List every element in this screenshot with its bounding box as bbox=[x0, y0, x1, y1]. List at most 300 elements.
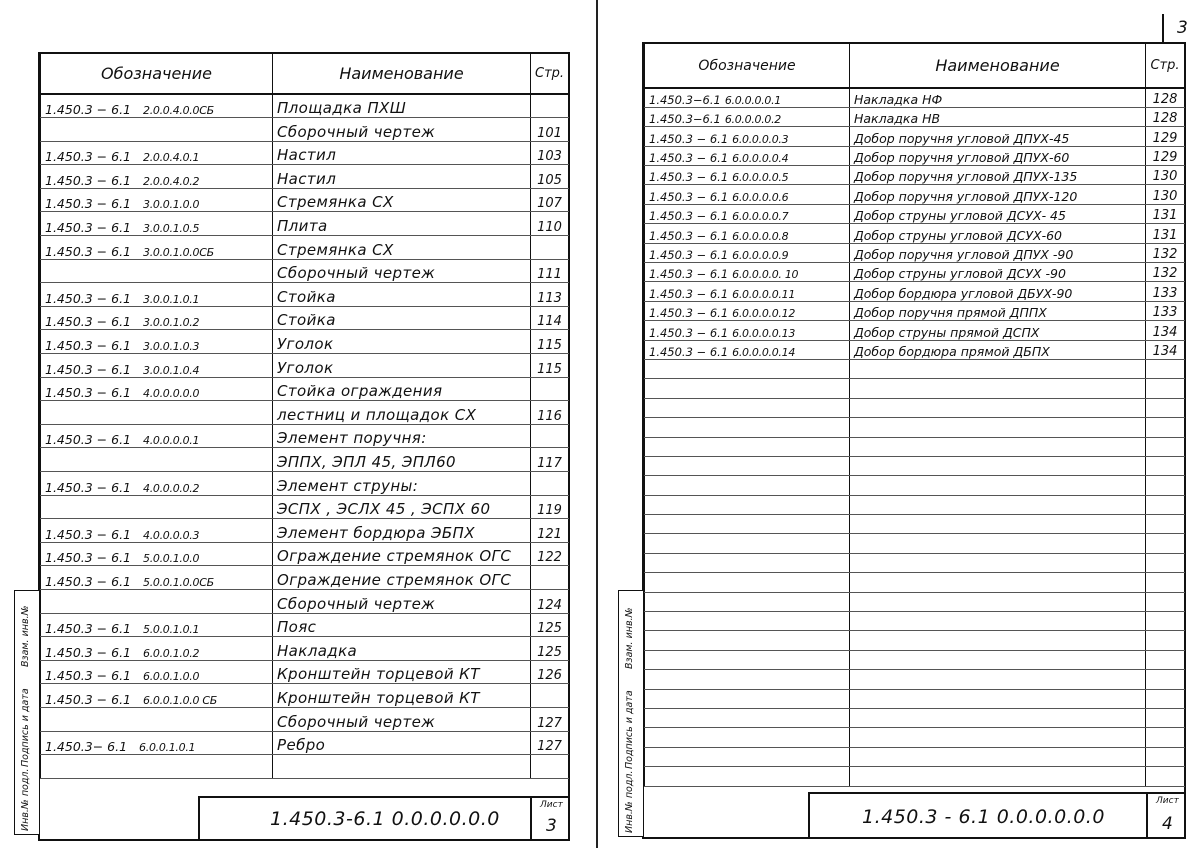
page-cell: 132 bbox=[1146, 263, 1185, 282]
empty-cell bbox=[645, 573, 850, 592]
page-cell: 103 bbox=[531, 141, 569, 165]
left-strip-sign: Подпись и дата bbox=[20, 688, 31, 767]
name-cell: Плита bbox=[273, 212, 531, 236]
right-strip-sign: Подпись и дата bbox=[624, 690, 635, 769]
table-row bbox=[41, 377, 569, 401]
designation-code: 6.0.0.0.0.12 bbox=[732, 307, 796, 321]
name-cell: Ограждение стремянок ОГС bbox=[273, 542, 531, 566]
designation-code: 6.0.0.0.0.2 bbox=[724, 113, 782, 127]
page-cell: 111 bbox=[531, 259, 569, 283]
page-cell: 133 bbox=[1146, 282, 1185, 301]
table-row bbox=[645, 146, 1185, 165]
table-row bbox=[41, 424, 569, 448]
right-corner-number: 3 bbox=[1177, 18, 1188, 38]
name-cell: Накладка НФ bbox=[850, 88, 1146, 107]
designation-cell bbox=[41, 637, 273, 661]
empty-row bbox=[645, 515, 1185, 534]
designation-cell bbox=[41, 684, 273, 708]
designation-prefix: 1.450.3 − 6.1 bbox=[45, 691, 132, 707]
page-cell: 130 bbox=[1146, 166, 1185, 185]
designation-cell bbox=[645, 166, 850, 185]
designation-code: 3.0.0.1.0.1 bbox=[143, 292, 200, 306]
designation-prefix: 1.450.3 − 6.1 bbox=[45, 385, 132, 401]
empty-cell bbox=[1146, 631, 1185, 650]
designation-prefix: 1.450.3 − 6.1 bbox=[45, 243, 132, 259]
table-row bbox=[645, 263, 1185, 282]
empty-row bbox=[645, 476, 1185, 495]
empty-cell bbox=[850, 398, 1146, 417]
designation-cell bbox=[41, 118, 273, 142]
name-cell: Добор поручня угловой ДПУХ-45 bbox=[850, 127, 1146, 146]
designation-code: 5.0.0.1.0.0 bbox=[143, 552, 200, 566]
name-cell: Элемент струны: bbox=[273, 472, 531, 496]
name-cell: Добор поручня угловой ДПУХ-60 bbox=[850, 146, 1146, 165]
page-cell: 114 bbox=[531, 306, 569, 330]
designation-code: 5.0.0.1.0.1 bbox=[143, 623, 200, 637]
table-row bbox=[41, 660, 569, 684]
empty-row bbox=[645, 418, 1185, 437]
name-cell: Накладка bbox=[273, 637, 531, 661]
empty-row bbox=[645, 398, 1185, 417]
designation-prefix: 1.450.3 − 6.1 bbox=[45, 621, 132, 637]
empty-row bbox=[645, 359, 1185, 378]
designation-prefix: 1.450.3 − 6.1 bbox=[649, 306, 729, 321]
designation-cell bbox=[41, 542, 273, 566]
designation-cell bbox=[41, 613, 273, 637]
designation-cell bbox=[41, 731, 273, 755]
page-cell: 116 bbox=[531, 401, 569, 425]
corner-mark bbox=[1162, 14, 1164, 44]
table-row bbox=[41, 118, 569, 142]
empty-row bbox=[645, 534, 1185, 553]
page-cell: 115 bbox=[531, 330, 569, 354]
name-cell: Сборочный чертеж bbox=[273, 118, 531, 142]
col-designation: Обозначение bbox=[41, 54, 273, 94]
page-cell bbox=[531, 94, 569, 118]
name-cell: Добор струны угловой ДСУХ-60 bbox=[850, 224, 1146, 243]
designation-prefix: 1.450.3 − 6.1 bbox=[649, 344, 729, 359]
page-cell: 110 bbox=[531, 212, 569, 236]
right-sheet bbox=[642, 42, 1186, 839]
page-cell: 101 bbox=[531, 118, 569, 142]
empty-cell bbox=[1146, 592, 1185, 611]
table-row bbox=[41, 188, 569, 212]
name-cell: Добор поручня прямой ДППХ bbox=[850, 301, 1146, 320]
name-cell: Стойка bbox=[273, 283, 531, 307]
table-row bbox=[41, 542, 569, 566]
designation-cell bbox=[41, 212, 273, 236]
empty-row bbox=[645, 437, 1185, 456]
empty-cell bbox=[850, 592, 1146, 611]
designation-prefix: 1.450.3−6.1 bbox=[649, 92, 721, 107]
designation-cell bbox=[41, 141, 273, 165]
empty-row bbox=[645, 612, 1185, 631]
empty-cell bbox=[645, 631, 850, 650]
table-row bbox=[41, 330, 569, 354]
name-cell: Стойка bbox=[273, 306, 531, 330]
empty-cell bbox=[850, 573, 1146, 592]
designation-cell bbox=[645, 243, 850, 262]
empty-cell bbox=[850, 456, 1146, 475]
empty-row bbox=[645, 689, 1185, 708]
designation-code: 4.0.0.0.0.3 bbox=[143, 528, 200, 542]
empty-row bbox=[645, 379, 1185, 398]
table-row bbox=[41, 589, 569, 613]
designation-code: 6.0.0.0.0.13 bbox=[732, 326, 796, 340]
empty-cell bbox=[1146, 612, 1185, 631]
designation-prefix: 1.450.3 − 6.1 bbox=[649, 267, 729, 282]
table-row bbox=[645, 321, 1185, 340]
empty-cell bbox=[645, 515, 850, 534]
name-cell: Добор поручня угловой ДПУХ -90 bbox=[850, 243, 1146, 262]
empty-cell bbox=[1146, 573, 1185, 592]
designation-cell bbox=[645, 224, 850, 243]
page-cell: 129 bbox=[1146, 146, 1185, 165]
page-cell: 105 bbox=[531, 165, 569, 189]
name-cell: Пояс bbox=[273, 613, 531, 637]
table-row bbox=[41, 94, 569, 118]
name-cell bbox=[273, 755, 531, 779]
right-side-strip bbox=[618, 590, 644, 837]
empty-cell bbox=[1146, 515, 1185, 534]
empty-cell bbox=[1146, 495, 1185, 514]
name-cell: Элемент поручня: bbox=[273, 424, 531, 448]
table-row bbox=[645, 340, 1185, 359]
empty-row bbox=[645, 650, 1185, 669]
table-row bbox=[41, 731, 569, 755]
page-cell: 134 bbox=[1146, 340, 1185, 359]
designation-cell bbox=[41, 755, 273, 779]
empty-cell bbox=[645, 534, 850, 553]
empty-cell bbox=[645, 437, 850, 456]
designation-cell bbox=[41, 566, 273, 590]
empty-cell bbox=[850, 359, 1146, 378]
empty-cell bbox=[645, 650, 850, 669]
name-cell: Стойка ограждения bbox=[273, 377, 531, 401]
name-cell: Накладка НВ bbox=[850, 107, 1146, 126]
table-row bbox=[41, 448, 569, 472]
table-row bbox=[41, 684, 569, 708]
left-sheet bbox=[38, 52, 570, 841]
empty-cell bbox=[645, 670, 850, 689]
empty-cell bbox=[850, 379, 1146, 398]
empty-cell bbox=[1146, 418, 1185, 437]
left-stamp-code: 1.450.3-6.1 0.0.0.0.0.0 bbox=[270, 808, 500, 830]
empty-row bbox=[645, 456, 1185, 475]
designation-prefix: 1.450.3 − 6.1 bbox=[45, 172, 132, 188]
left-sheet-number: 3 bbox=[546, 816, 557, 836]
empty-cell bbox=[645, 476, 850, 495]
page-cell bbox=[531, 236, 569, 260]
designation-prefix: 1.450.3 − 6.1 bbox=[45, 432, 132, 448]
designation-prefix: 1.450.3 − 6.1 bbox=[45, 290, 132, 306]
right-spec-table bbox=[644, 44, 1185, 787]
name-cell: Добор струны прямой ДСПХ bbox=[850, 321, 1146, 340]
left-side-strip bbox=[14, 590, 40, 835]
right-sheet-label: Лист bbox=[1156, 796, 1179, 806]
empty-cell bbox=[850, 418, 1146, 437]
designation-cell bbox=[41, 94, 273, 118]
page-cell: 125 bbox=[531, 613, 569, 637]
table-row bbox=[41, 401, 569, 425]
page-cell: 127 bbox=[531, 707, 569, 731]
designation-code: 2.0.0.4.0.0СБ bbox=[143, 104, 214, 118]
left-spec-table bbox=[40, 54, 569, 779]
table-row bbox=[41, 236, 569, 260]
empty-row bbox=[645, 631, 1185, 650]
empty-cell bbox=[645, 398, 850, 417]
page-cell: 117 bbox=[531, 448, 569, 472]
empty-row bbox=[645, 495, 1185, 514]
table-row bbox=[645, 282, 1185, 301]
table-row bbox=[645, 204, 1185, 223]
table-row bbox=[645, 243, 1185, 262]
designation-prefix: 1.450.3 − 6.1 bbox=[45, 314, 132, 330]
designation-code: 6.0.0.0.0.4 bbox=[732, 152, 789, 166]
empty-cell bbox=[645, 592, 850, 611]
page-cell: 131 bbox=[1146, 204, 1185, 223]
page-cell: 119 bbox=[531, 495, 569, 519]
designation-prefix: 1.450.3 − 6.1 bbox=[649, 131, 729, 146]
page-cell: 124 bbox=[531, 589, 569, 613]
designation-prefix: 1.450.3 − 6.1 bbox=[45, 361, 132, 377]
name-cell: Настил bbox=[273, 141, 531, 165]
designation-code: 3.0.0.1.0.2 bbox=[143, 316, 200, 330]
right-sheet-box bbox=[1146, 794, 1188, 839]
designation-prefix: 1.450.3 − 6.1 bbox=[649, 325, 729, 340]
empty-cell bbox=[645, 456, 850, 475]
designation-code: 3.0.0.1.0.0 bbox=[143, 198, 200, 212]
designation-cell bbox=[645, 127, 850, 146]
name-cell: Сборочный чертеж bbox=[273, 259, 531, 283]
table-row bbox=[41, 259, 569, 283]
right-strip-replace: Взам. инв.№ bbox=[624, 607, 635, 669]
empty-cell bbox=[1146, 689, 1185, 708]
designation-cell bbox=[41, 377, 273, 401]
designation-cell bbox=[41, 424, 273, 448]
designation-prefix: 1.450.3 − 6.1 bbox=[45, 550, 132, 566]
designation-prefix: 1.450.3 − 6.1 bbox=[45, 644, 132, 660]
table-row bbox=[645, 301, 1185, 320]
designation-prefix: 1.450.3 − 6.1 bbox=[649, 151, 729, 166]
table-row bbox=[645, 127, 1185, 146]
empty-cell bbox=[850, 631, 1146, 650]
designation-code: 6.0.0.0.0.11 bbox=[732, 287, 796, 301]
page-cell bbox=[531, 424, 569, 448]
designation-prefix: 1.450.3 − 6.1 bbox=[45, 338, 132, 354]
designation-prefix: 1.450.3 − 6.1 bbox=[649, 228, 729, 243]
page-cell bbox=[531, 566, 569, 590]
designation-cell bbox=[645, 301, 850, 320]
name-cell: Добор струны угловой ДСУХ- 45 bbox=[850, 204, 1146, 223]
empty-row bbox=[645, 592, 1185, 611]
page-cell: 128 bbox=[1146, 107, 1185, 126]
empty-cell bbox=[850, 476, 1146, 495]
empty-cell bbox=[850, 534, 1146, 553]
name-cell: Уголок bbox=[273, 330, 531, 354]
empty-cell bbox=[1146, 476, 1185, 495]
name-cell: ЭСПХ , ЭСЛХ 45 , ЭСПХ 60 bbox=[273, 495, 531, 519]
designation-cell bbox=[645, 340, 850, 359]
left-strip-inv: Инв.№ подл. bbox=[20, 768, 31, 831]
designation-cell bbox=[645, 107, 850, 126]
table-row bbox=[645, 107, 1185, 126]
left-strip-replace: Взам. инв.№ bbox=[20, 605, 31, 667]
designation-code: 6.0.0.1.0.0 bbox=[143, 670, 200, 684]
table-row bbox=[645, 224, 1185, 243]
table-row bbox=[41, 212, 569, 236]
designation-cell bbox=[41, 660, 273, 684]
designation-code: 6.0.0.0.0.14 bbox=[732, 345, 796, 359]
designation-code: 6.0.0.0.0.8 bbox=[732, 229, 789, 243]
empty-cell bbox=[1146, 650, 1185, 669]
table-row bbox=[41, 472, 569, 496]
empty-cell bbox=[1146, 437, 1185, 456]
designation-code: 6.0.0.0.0.3 bbox=[732, 132, 789, 146]
designation-cell bbox=[41, 259, 273, 283]
designation-cell bbox=[41, 283, 273, 307]
designation-cell bbox=[41, 589, 273, 613]
designation-cell bbox=[645, 282, 850, 301]
name-cell: Настил bbox=[273, 165, 531, 189]
page-cell: 129 bbox=[1146, 127, 1185, 146]
empty-cell bbox=[645, 553, 850, 572]
table-row bbox=[41, 306, 569, 330]
table-row bbox=[41, 495, 569, 519]
designation-prefix: 1.450.3− 6.1 bbox=[45, 739, 128, 755]
empty-cell bbox=[645, 359, 850, 378]
table-row bbox=[41, 141, 569, 165]
designation-code: 3.0.0.1.0.3 bbox=[143, 340, 200, 354]
table-row bbox=[645, 88, 1185, 107]
page-cell: 127 bbox=[531, 731, 569, 755]
empty-row bbox=[645, 573, 1185, 592]
col-name: Наименование bbox=[850, 44, 1146, 88]
empty-cell bbox=[1146, 359, 1185, 378]
name-cell: Уголок bbox=[273, 354, 531, 378]
designation-cell bbox=[645, 146, 850, 165]
designation-prefix: 1.450.3 − 6.1 bbox=[649, 189, 729, 204]
page-cell bbox=[531, 755, 569, 779]
page-cell: 130 bbox=[1146, 185, 1185, 204]
designation-cell bbox=[645, 185, 850, 204]
page-cell bbox=[531, 684, 569, 708]
name-cell: Добор бордюра прямой ДБПХ bbox=[850, 340, 1146, 359]
empty-cell bbox=[1146, 456, 1185, 475]
page-cell: 128 bbox=[1146, 88, 1185, 107]
page-cell: 122 bbox=[531, 542, 569, 566]
table-row bbox=[41, 613, 569, 637]
right-sheet-number: 4 bbox=[1162, 814, 1173, 834]
designation-code: 2.0.0.4.0.2 bbox=[143, 174, 200, 188]
designation-code: 6.0.0.1.0.1 bbox=[139, 741, 196, 755]
designation-prefix: 1.450.3 − 6.1 bbox=[45, 196, 132, 212]
designation-code: 6.0.0.0.0.6 bbox=[732, 190, 789, 204]
empty-row bbox=[645, 553, 1185, 572]
designation-code: 5.0.0.1.0.0СБ bbox=[143, 575, 214, 589]
designation-cell bbox=[645, 321, 850, 340]
name-cell: Элемент бордюра ЭБПХ bbox=[273, 519, 531, 543]
designation-prefix: 1.450.3 − 6.1 bbox=[649, 209, 729, 224]
designation-code: 2.0.0.4.0.1 bbox=[143, 151, 200, 165]
table-row bbox=[41, 755, 569, 779]
designation-prefix: 1.450.3 − 6.1 bbox=[45, 526, 132, 542]
designation-code: 6.0.0.1.0.2 bbox=[143, 646, 200, 660]
table-row bbox=[645, 185, 1185, 204]
designation-prefix: 1.450.3 − 6.1 bbox=[45, 149, 132, 165]
empty-cell bbox=[645, 767, 850, 786]
designation-prefix: 1.450.3 − 6.1 bbox=[45, 220, 132, 236]
page-cell: 132 bbox=[1146, 243, 1185, 262]
page-cell: 115 bbox=[531, 354, 569, 378]
page-cell bbox=[531, 472, 569, 496]
page-cell: 113 bbox=[531, 283, 569, 307]
left-page bbox=[0, 0, 596, 848]
designation-code: 6.0.0.0.0. 10 bbox=[732, 268, 799, 282]
name-cell: Добор поручня угловой ДПУХ-135 bbox=[850, 166, 1146, 185]
empty-cell bbox=[1146, 709, 1185, 728]
designation-code: 6.0.0.0.0.9 bbox=[732, 249, 789, 263]
designation-prefix: 1.450.3 − 6.1 bbox=[45, 102, 132, 118]
empty-cell bbox=[1146, 747, 1185, 766]
designation-prefix: 1.450.3 − 6.1 bbox=[649, 248, 729, 263]
designation-cell bbox=[645, 263, 850, 282]
empty-cell bbox=[645, 379, 850, 398]
empty-cell bbox=[1146, 398, 1185, 417]
left-title-block bbox=[198, 796, 570, 841]
name-cell: Ограждение стремянок ОГС bbox=[273, 566, 531, 590]
table-row bbox=[41, 707, 569, 731]
designation-cell bbox=[645, 88, 850, 107]
name-cell: Стремянка СХ bbox=[273, 188, 531, 212]
empty-cell bbox=[645, 747, 850, 766]
empty-cell bbox=[850, 553, 1146, 572]
table-row bbox=[41, 637, 569, 661]
empty-cell bbox=[645, 612, 850, 631]
designation-cell bbox=[41, 472, 273, 496]
empty-cell bbox=[645, 689, 850, 708]
empty-row bbox=[645, 767, 1185, 786]
designation-code: 4.0.0.0.0.1 bbox=[143, 434, 200, 448]
name-cell: Добор струны угловой ДСУХ -90 bbox=[850, 263, 1146, 282]
designation-cell bbox=[41, 165, 273, 189]
col-name: Наименование bbox=[273, 54, 531, 94]
right-strip-inv: Инв.№ подл. bbox=[624, 770, 635, 833]
empty-cell bbox=[645, 495, 850, 514]
table-row bbox=[41, 519, 569, 543]
table-row bbox=[41, 283, 569, 307]
name-cell: Ребро bbox=[273, 731, 531, 755]
designation-cell bbox=[41, 519, 273, 543]
designation-code: 6.0.0.0.0.7 bbox=[732, 210, 789, 224]
right-page bbox=[598, 0, 1202, 848]
name-cell: Кронштейн торцевой КТ bbox=[273, 684, 531, 708]
name-cell: Сборочный чертеж bbox=[273, 589, 531, 613]
empty-cell bbox=[850, 709, 1146, 728]
empty-cell bbox=[1146, 553, 1185, 572]
table-row bbox=[41, 354, 569, 378]
empty-cell bbox=[850, 650, 1146, 669]
designation-cell bbox=[41, 448, 273, 472]
empty-cell bbox=[1146, 728, 1185, 747]
designation-cell bbox=[41, 354, 273, 378]
designation-code: 6.0.0.0.0.1 bbox=[724, 93, 782, 107]
empty-cell bbox=[1146, 767, 1185, 786]
page-cell: 134 bbox=[1146, 321, 1185, 340]
designation-code: 4.0.0.0.0.0 bbox=[143, 387, 200, 401]
name-cell: ЭППХ, ЭПЛ 45, ЭПЛ60 bbox=[273, 448, 531, 472]
name-cell: Кронштейн торцевой КТ bbox=[273, 660, 531, 684]
